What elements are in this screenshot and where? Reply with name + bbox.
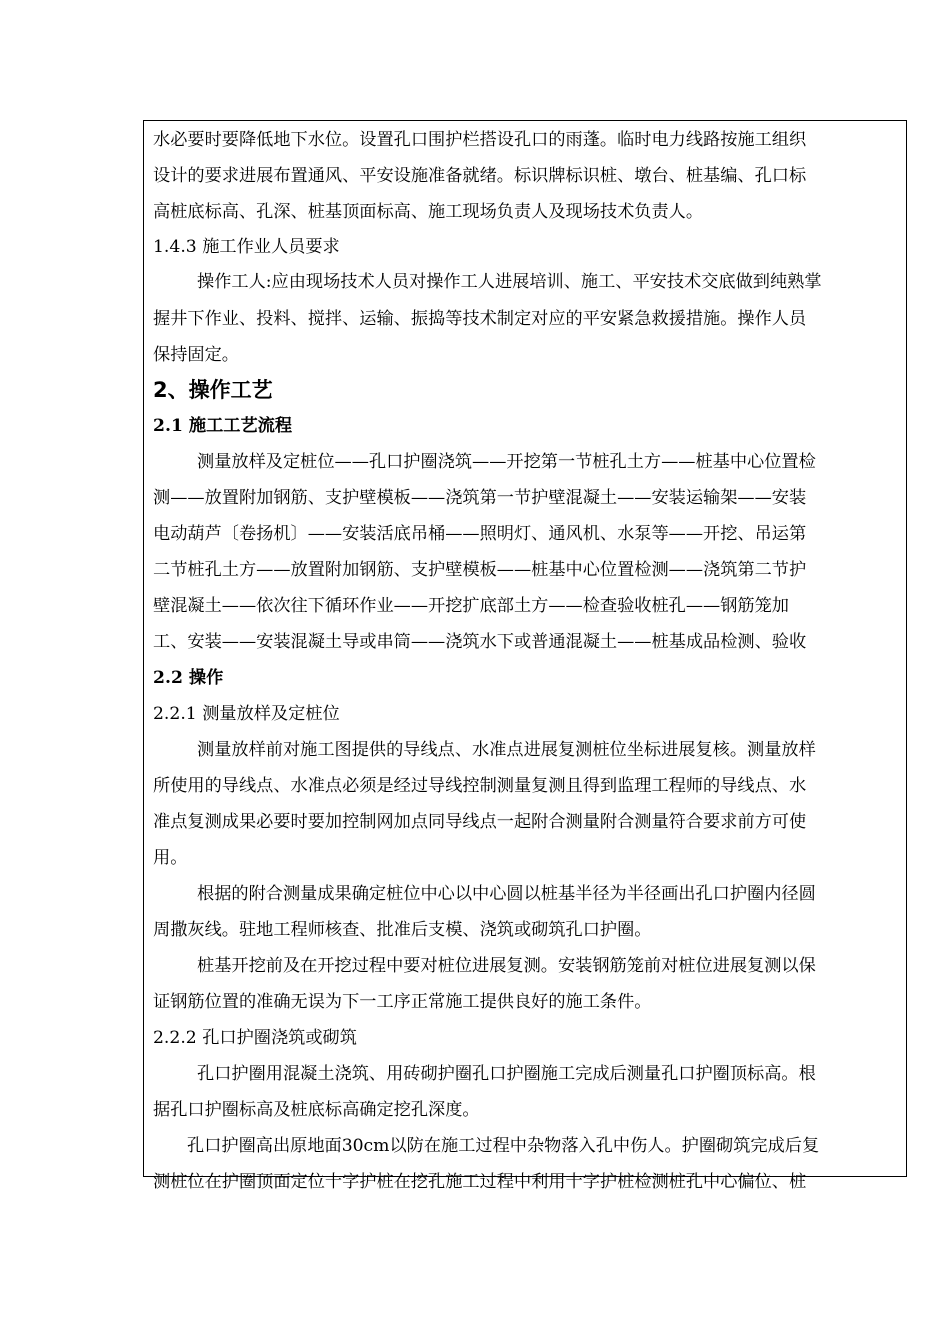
paragraph-line: 所使用的导线点、水准点必须是经过导线控制测量复测且得到监理工程师的导线点、水 [153,776,807,796]
subsection-heading-1-4-3: 1.4.3 施工作业人员要求 [153,237,340,257]
section-heading-2-1: 2.1 施工工艺流程 [153,416,293,436]
subsection-heading-2-2-2: 2.2.2 孔口护圈浇筑或砌筑 [153,1028,357,1048]
section-heading-2-2: 2.2 操作 [153,668,224,688]
paragraph-line: 桩基开挖前及在开挖过程中要对桩位进展复测。安装钢筋笼前对桩位进展复测以保 [197,956,816,976]
paragraph-line: 设计的要求进展布置通风、平安设施准备就绪。标识牌标识桩、墩台、桩基编、孔口标 [153,166,807,186]
paragraph-line: 保持固定。 [153,345,239,365]
paragraph-line: 孔口护圈高出原地面30cm以防在施工过程中杂物落入孔中伤人。护圈砌筑完成后复 [187,1136,820,1156]
paragraph-line: 测量放样前对施工图提供的导线点、水准点进展复测桩位坐标进展复核。测量放样 [197,740,816,760]
paragraph-line: 水必要时要降低地下水位。设置孔口围护栏搭设孔口的雨蓬。临时电力线路按施工组织 [153,130,807,150]
paragraph-line: 测——放置附加钢筋、支护壁模板——浇筑第一节护壁混凝土——安装运输架——安装 [153,488,807,508]
section-heading-2: 2、操作工艺 [153,378,273,402]
paragraph-line: 根据的附合测量成果确定桩位中心以中心圆以桩基半径为半径画出孔口护圈内径圆 [197,884,816,904]
paragraph-line: 孔口护圈用混凝土浇筑、用砖砌护圈孔口护圈施工完成后测量孔口护圈顶标高。根 [197,1064,816,1084]
paragraph-line: 据孔口护圈标高及桩底标高确定挖孔深度。 [153,1100,480,1120]
paragraph-line: 测量放样及定桩位——孔口护圈浇筑——开挖第一节桩孔土方——桩基中心位置检 [197,452,816,472]
paragraph-line: 握井下作业、投料、搅拌、运输、振捣等技术制定对应的平安紧急救援措施。操作人员 [153,309,807,329]
paragraph-line: 证钢筋位置的准确无误为下一工序正常施工提供良好的施工条件。 [153,992,652,1012]
paragraph-line: 周撒灰线。驻地工程师核查、批准后支模、浇筑或砌筑孔口护圈。 [153,920,652,940]
paragraph-line: 操作工人:应由现场技术人员对操作工人进展培训、施工、平安技术交底做到纯熟掌 [197,272,822,292]
paragraph-line: 壁混凝土——依次往下循环作业——开挖扩底部土方——检查验收桩孔——钢筋笼加 [153,596,789,616]
paragraph-line: 高桩底标高、孔深、桩基顶面标高、施工现场负责人及现场技术负责人。 [153,202,704,222]
paragraph-line: 工、安装——安装混凝土导或串筒——浇筑水下或普通混凝土——桩基成品检测、验收 [153,632,807,652]
paragraph-line: 电动葫芦〔卷扬机〕——安装活底吊桶——照明灯、通风机、水泵等——开挖、吊运第 [153,524,807,544]
paragraph-line: 测桩位在护圈顶面定位十字护桩在挖孔施工过程中利用十字护桩检测桩孔中心偏位、桩 [153,1172,807,1192]
paragraph-line: 用。 [153,848,188,868]
subsection-heading-2-2-1: 2.2.1 测量放样及定桩位 [153,704,340,724]
paragraph-line: 准点复测成果必要时要加控制网加点同导线点一起附合测量附合测量符合要求前方可使 [153,812,807,832]
paragraph-line: 二节桩孔土方——放置附加钢筋、支护壁模板——桩基中心位置检测——浇筑第二节护 [153,560,807,580]
